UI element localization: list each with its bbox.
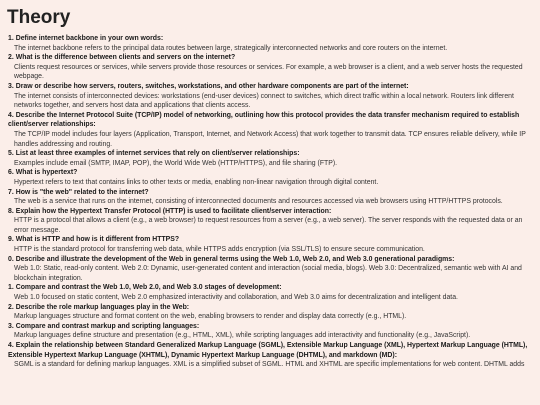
question bbox=[8, 303, 536, 313]
qa-item bbox=[7, 341, 536, 370]
qa-item bbox=[7, 322, 536, 341]
question-text: Describe and illustrate the development of the Web in general terms using the Web 1.0, Web 2.0, and Web 3.0 generational paradigms: bbox=[15, 255, 455, 263]
qa-item bbox=[7, 207, 536, 236]
item-number: 2. bbox=[8, 54, 14, 62]
question bbox=[8, 53, 536, 63]
qa-item bbox=[7, 111, 536, 149]
question-text: Define internet backbone in your own words: bbox=[15, 35, 164, 42]
item-number: 8. bbox=[8, 207, 14, 215]
question-text: Draw or describe how servers, routers, switches, workstations, and other hardware components are part of the internet: bbox=[15, 82, 409, 90]
question bbox=[8, 341, 536, 360]
qa-item bbox=[7, 188, 536, 207]
answer: Web 1.0: Static, read-only content. Web 2.0: Dynamic, user-generated content and interaction (social media, blogs). Web 3.0: Decentralized, semantic web with AI and blockchain integration. bbox=[14, 265, 522, 282]
question-text: How is "the web" related to the internet? bbox=[15, 188, 149, 196]
qa-item bbox=[7, 303, 536, 322]
item-number: 1. bbox=[8, 284, 14, 292]
question bbox=[8, 34, 536, 44]
qa-item bbox=[7, 82, 536, 111]
qa-item bbox=[7, 53, 536, 82]
question-text: Compare and contrast markup and scripting languages: bbox=[15, 322, 200, 330]
answer: Clients request resources or services, while servers provide those resources or services. For example, a web browser is a client, and a web server hosts the requested webpage. bbox=[14, 63, 523, 81]
qa-item bbox=[7, 149, 536, 168]
question-text: Compare and contrast the Web 1.0, Web 2.0, and Web 3.0 stages of development: bbox=[15, 284, 282, 292]
answer: Web 1.0 focused on static content, Web 2.0 emphasized interactivity and collaboration, and Web 3.0 aims for decentralization and intelligent data. bbox=[14, 294, 458, 302]
item-number: 3. bbox=[8, 322, 14, 330]
question bbox=[8, 111, 536, 130]
question-text: What is hypertext? bbox=[15, 169, 78, 177]
qa-item bbox=[7, 34, 536, 53]
answer: The internet backbone refers to the principal data routes between large, strategically interconnected networks and core routers on the internet. bbox=[14, 44, 448, 52]
item-number: 2. bbox=[8, 303, 14, 311]
answer: HTTP is a protocol that allows a client (e.g., a web browser) to request resources from a server (e.g., a web server). The server responds with the requested data or an error message. bbox=[14, 217, 523, 234]
answer: The TCP/IP model includes four layers (Application, Transport, Internet, and Network Access) that work together to transmit data. TCP ensures reliable delivery, while IP handles addressing and routing. bbox=[14, 130, 526, 148]
page-title: Theory bbox=[7, 7, 71, 28]
question bbox=[8, 168, 536, 178]
question bbox=[8, 235, 536, 245]
question bbox=[8, 188, 536, 198]
question-text: Explain how the Hypertext Transfer Protocol (HTTP) is used to facilitate client/server interaction: bbox=[15, 207, 332, 215]
answer: The web is a service that runs on the internet, consisting of interconnected documents and resources accessed via web browsers using HTTP/HTTPS protocols. bbox=[14, 198, 503, 206]
answer: Hypertext refers to text that contains links to other texts or media, enabling non-linear navigation through digital content. bbox=[14, 178, 379, 186]
qa-item bbox=[7, 283, 536, 302]
question bbox=[8, 322, 536, 332]
answer: The internet consists of interconnected devices: workstations (end-user devices) connect to switches, which direct traffic within a local network. Routers link different networks together, and servers host data and applications that clients access. bbox=[14, 92, 514, 110]
qa-item bbox=[7, 235, 536, 254]
item-number: 9. bbox=[8, 236, 14, 244]
qa-list bbox=[7, 34, 536, 370]
question bbox=[8, 82, 536, 92]
question bbox=[8, 255, 536, 265]
answer: Examples include email (SMTP, IMAP, POP), the World Wide Web (HTTP/HTTPS), and file sharing (FTP). bbox=[14, 159, 338, 167]
question bbox=[8, 207, 536, 217]
question-text: Describe the role markup languages play in the Web: bbox=[15, 303, 190, 311]
answer: HTTP is the standard protocol for transferring web data, while HTTPS adds encryption (via SSL/TLS) to ensure secure communication. bbox=[14, 246, 425, 254]
item-number: 0. bbox=[8, 255, 14, 263]
question bbox=[8, 149, 536, 159]
question-text: Describe the Internet Protocol Suite (TCP/IP) model of networking, outlining how this protocol provides the data transfer mechanism required to establish client/server relationships: bbox=[8, 111, 520, 129]
item-number: 1. bbox=[8, 35, 14, 42]
item-number: 4. bbox=[8, 111, 14, 119]
item-number: 5. bbox=[8, 150, 14, 158]
question-text: List at least three examples of internet services that rely on client/server relationships: bbox=[15, 150, 300, 158]
item-number: 4. bbox=[8, 342, 14, 349]
answer: Markup languages define structure and presentation (e.g., HTML, XML), while scripting languages add interactivity and functionality (e.g., JavaScript). bbox=[14, 332, 471, 340]
item-number: 6. bbox=[8, 169, 14, 177]
question-text: Explain the relationship between Standard Generalized Markup Language (SGML), Extensible Markup Language (XML), Hypertext Markup Language (HTML), Extensible Hypertext Markup Language (XHTML), Dynamic Hypertext Markup Language (DHTML), and markdown (MD): bbox=[8, 342, 528, 359]
item-number: 3. bbox=[8, 82, 14, 90]
question bbox=[8, 283, 536, 293]
question-text: What is HTTP and how is it different from HTTPS? bbox=[15, 236, 180, 244]
answer: SGML is a standard for defining markup languages. XML is a simplified subset of SGML. HTML and XHTML are specific implementations for web content. DHTML adds bbox=[14, 361, 525, 369]
answer: Markup languages structure and format content on the web, enabling browsers to render and display data correctly (e.g., HTML). bbox=[14, 313, 407, 321]
qa-item bbox=[7, 255, 536, 284]
question-text: What is the difference between clients and servers on the internet? bbox=[15, 54, 236, 62]
item-number: 7. bbox=[8, 188, 14, 196]
qa-item bbox=[7, 168, 536, 187]
